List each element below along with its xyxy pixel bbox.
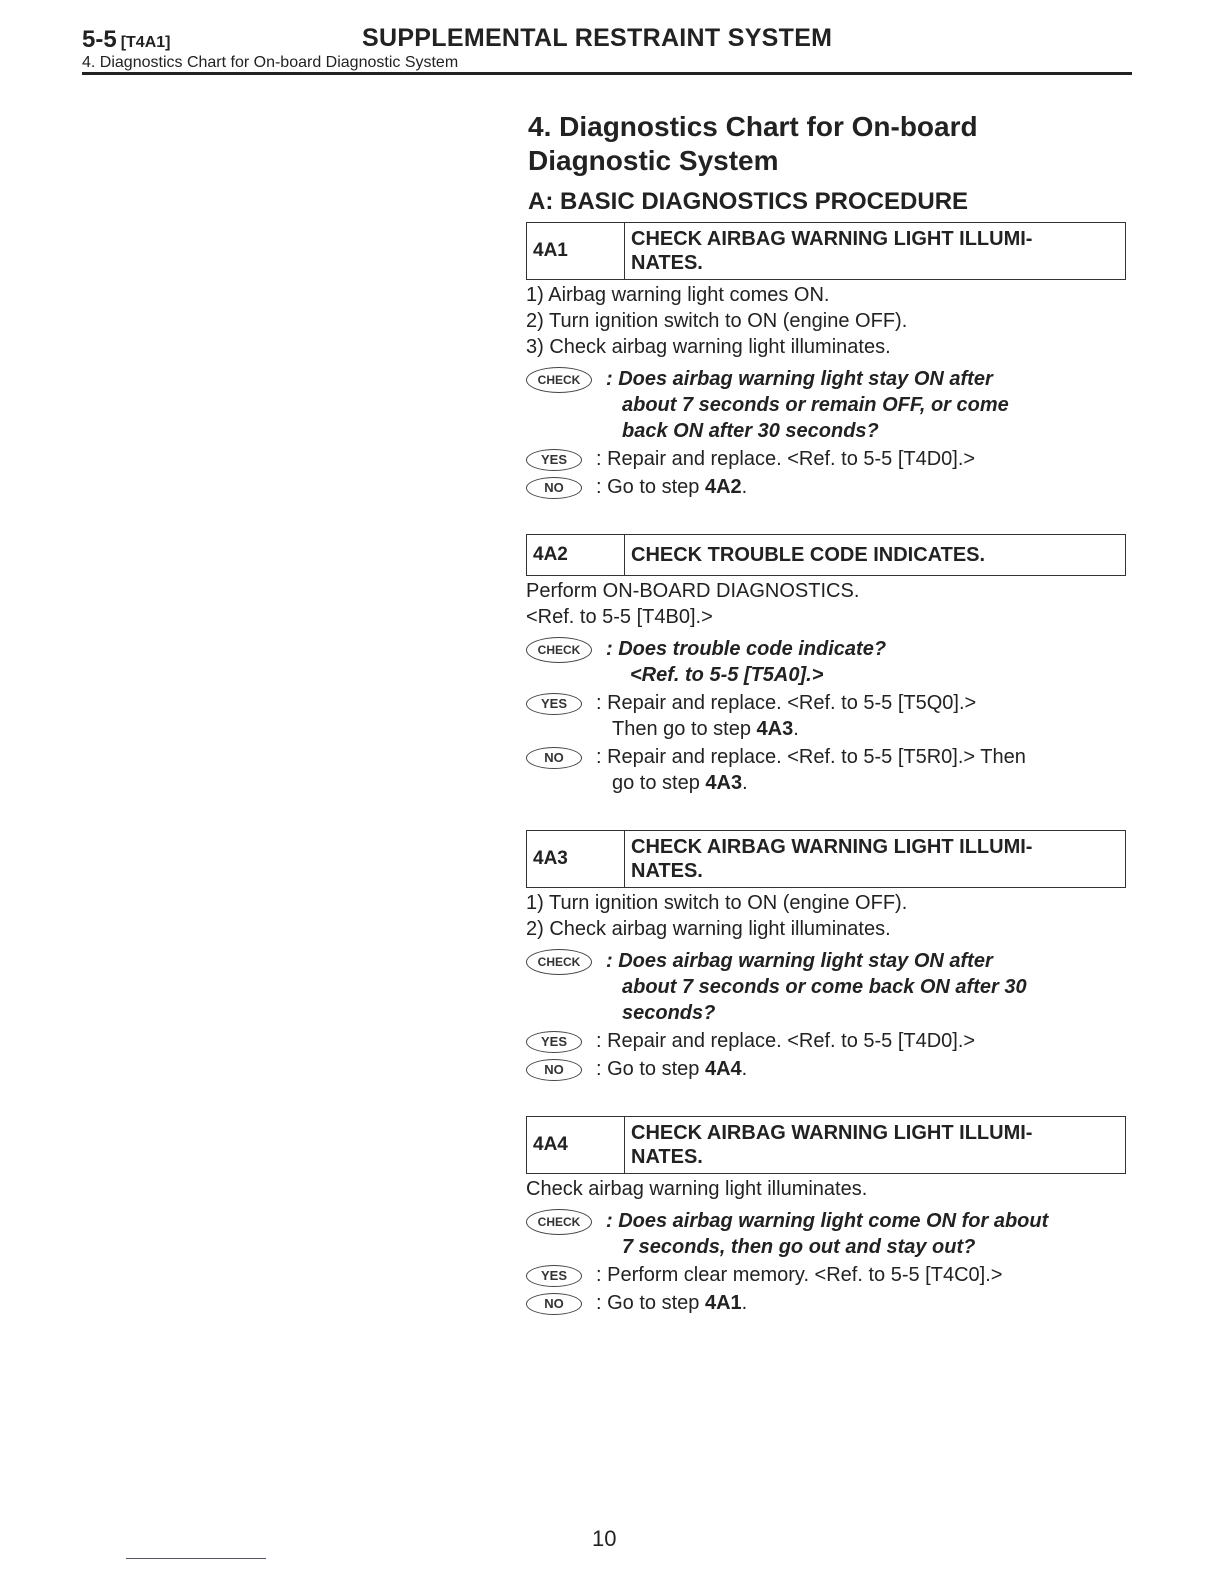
answer-line — [596, 770, 1026, 796]
step-header-box — [526, 830, 1126, 888]
section-code: [T4A1] — [120, 34, 171, 51]
yes-answer — [526, 1028, 1130, 1054]
answer-text: : Repair and replace. <Ref. to 5-5 [T4D0].> — [596, 448, 976, 470]
step-heading-line: NATES. — [631, 252, 703, 274]
step-body — [526, 282, 1130, 500]
step-heading — [625, 831, 1125, 887]
spacer — [526, 1082, 1130, 1116]
question-text — [606, 636, 886, 688]
step-id: 4A4 — [527, 1117, 625, 1173]
main-column — [526, 110, 1130, 1316]
yes-badge-icon: YES — [526, 1031, 582, 1053]
yes-badge-icon: YES — [526, 1265, 582, 1287]
answer-suffix: . — [741, 1058, 748, 1080]
step-header-box — [526, 1116, 1126, 1174]
instruction-line: 3) Check airbag warning light illuminates. — [526, 336, 891, 358]
step-body — [526, 890, 1130, 1082]
yes-answer — [526, 690, 1130, 742]
question-line: back ON after 30 seconds? — [622, 420, 879, 442]
step-id: 4A3 — [527, 831, 625, 887]
instruction-line: <Ref. to 5-5 [T4B0].> — [526, 606, 713, 628]
question-line: : Does airbag warning light stay ON after — [606, 950, 993, 972]
yes-answer — [526, 446, 1130, 472]
answer-text: : Perform clear memory. <Ref. to 5-5 [T4C0].> — [596, 1264, 1003, 1286]
step-ref: 4A2 — [704, 476, 742, 498]
step-heading-line: CHECK AIRBAG WARNING LIGHT ILLUMI- — [631, 228, 1033, 250]
question-line: seconds? — [622, 1002, 716, 1024]
header-title: SUPPLEMENTAL RESTRAINT SYSTEM — [362, 24, 833, 52]
answer-text — [596, 474, 747, 500]
yes-answer — [526, 1262, 1130, 1288]
spacer — [526, 796, 1130, 830]
step-id: 4A2 — [527, 535, 625, 575]
check-badge-icon: CHECK — [526, 1209, 592, 1235]
step-heading-line: NATES. — [631, 1146, 703, 1168]
section-number: 5-5 — [82, 26, 117, 53]
page-number: 10 — [592, 1526, 617, 1551]
step-4a1 — [526, 222, 1130, 500]
check-badge-icon: CHECK — [526, 637, 592, 663]
question-line: : Does airbag warning light come ON for about — [606, 1210, 1049, 1232]
step-heading-line: CHECK AIRBAG WARNING LIGHT ILLUMI- — [631, 836, 1033, 858]
no-badge-icon: NO — [526, 1293, 582, 1315]
step-ref: 4A3 — [756, 718, 794, 740]
no-badge-icon: NO — [526, 747, 582, 769]
no-answer — [526, 1056, 1130, 1082]
question-line: <Ref. to 5-5 [T5A0].> — [630, 664, 824, 686]
instruction-line: Perform ON-BOARD DIAGNOSTICS. — [526, 580, 860, 602]
yes-badge-icon: YES — [526, 693, 582, 715]
answer-prefix: go to step — [612, 772, 706, 794]
step-body — [526, 1176, 1130, 1316]
step-ref: 4A4 — [704, 1058, 742, 1080]
step-4a2 — [526, 534, 1130, 796]
step-header-box — [526, 222, 1126, 280]
no-badge-icon: NO — [526, 1059, 582, 1081]
answer-prefix: Then go to step — [612, 718, 757, 740]
answer-text — [596, 744, 1026, 796]
answer-line: : Repair and replace. <Ref. to 5-5 [T5Q0].> — [596, 692, 977, 714]
procedure-title: A: BASIC DIAGNOSTICS PROCEDURE — [528, 188, 969, 215]
question-text — [606, 948, 1027, 1026]
spacer — [526, 500, 1130, 534]
check-question — [526, 1208, 1130, 1260]
no-answer — [526, 474, 1130, 500]
footer-rule — [126, 1558, 266, 1559]
instruction-line: 2) Check airbag warning light illuminates. — [526, 918, 891, 940]
instruction-line: 1) Airbag warning light comes ON. — [526, 284, 830, 306]
question-text — [606, 366, 1009, 444]
step-heading-line: CHECK TROUBLE CODE INDICATES. — [631, 544, 986, 566]
step-ref: 4A1 — [704, 1292, 742, 1314]
question-line: : Does trouble code indicate? — [606, 638, 887, 660]
section-title — [526, 110, 1130, 178]
step-body — [526, 578, 1130, 796]
instruction-line: 1) Turn ignition switch to ON (engine OFF). — [526, 892, 908, 914]
section-title-line-2: Diagnostic System — [528, 145, 779, 176]
no-badge-icon: NO — [526, 477, 582, 499]
no-answer — [526, 1290, 1130, 1316]
step-4a4 — [526, 1116, 1130, 1316]
no-answer — [526, 744, 1130, 796]
question-line: about 7 seconds or come back ON after 30 — [622, 976, 1027, 998]
check-badge-icon: CHECK — [526, 949, 592, 975]
answer-text: : Repair and replace. <Ref. to 5-5 [T4D0].> — [596, 1030, 976, 1052]
answer-text — [596, 1056, 747, 1082]
instruction-line: 2) Turn ignition switch to ON (engine OFF). — [526, 310, 908, 332]
check-question — [526, 366, 1130, 444]
answer-prefix: : Go to step — [596, 1292, 705, 1314]
step-heading — [625, 535, 1125, 575]
answer-text — [596, 1290, 747, 1316]
step-heading-line: CHECK AIRBAG WARNING LIGHT ILLUMI- — [631, 1122, 1033, 1144]
step-id: 4A1 — [527, 223, 625, 279]
step-header-box — [526, 534, 1126, 576]
step-heading-line: NATES. — [631, 860, 703, 882]
check-question — [526, 636, 1130, 688]
answer-suffix: . — [742, 772, 748, 794]
question-line: 7 seconds, then go out and stay out? — [622, 1236, 976, 1258]
question-line: about 7 seconds or remain OFF, or come — [622, 394, 1009, 416]
step-heading — [625, 223, 1125, 279]
answer-suffix: . — [741, 1292, 748, 1314]
step-heading — [625, 1117, 1125, 1173]
answer-prefix: : Go to step — [596, 476, 705, 498]
check-badge-icon: CHECK — [526, 367, 592, 393]
step-ref: 4A3 — [705, 772, 743, 794]
yes-badge-icon: YES — [526, 449, 582, 471]
answer-line — [596, 716, 976, 742]
question-text — [606, 1208, 1048, 1260]
header-divider — [82, 72, 1132, 75]
header-section-number — [82, 26, 170, 54]
step-4a3 — [526, 830, 1130, 1082]
answer-suffix: . — [741, 476, 748, 498]
question-line: : Does airbag warning light stay ON after — [606, 368, 993, 390]
answer-line: : Repair and replace. <Ref. to 5-5 [T5R0].> Then — [596, 746, 1026, 768]
answer-suffix: . — [793, 718, 799, 740]
instruction-line: Check airbag warning light illuminates. — [526, 1178, 868, 1200]
header-subtitle: 4. Diagnostics Chart for On-board Diagnostic System — [82, 54, 459, 71]
answer-prefix: : Go to step — [596, 1058, 705, 1080]
check-question — [526, 948, 1130, 1026]
section-title-line-1: 4. Diagnostics Chart for On-board — [528, 111, 978, 142]
answer-text — [596, 690, 976, 742]
